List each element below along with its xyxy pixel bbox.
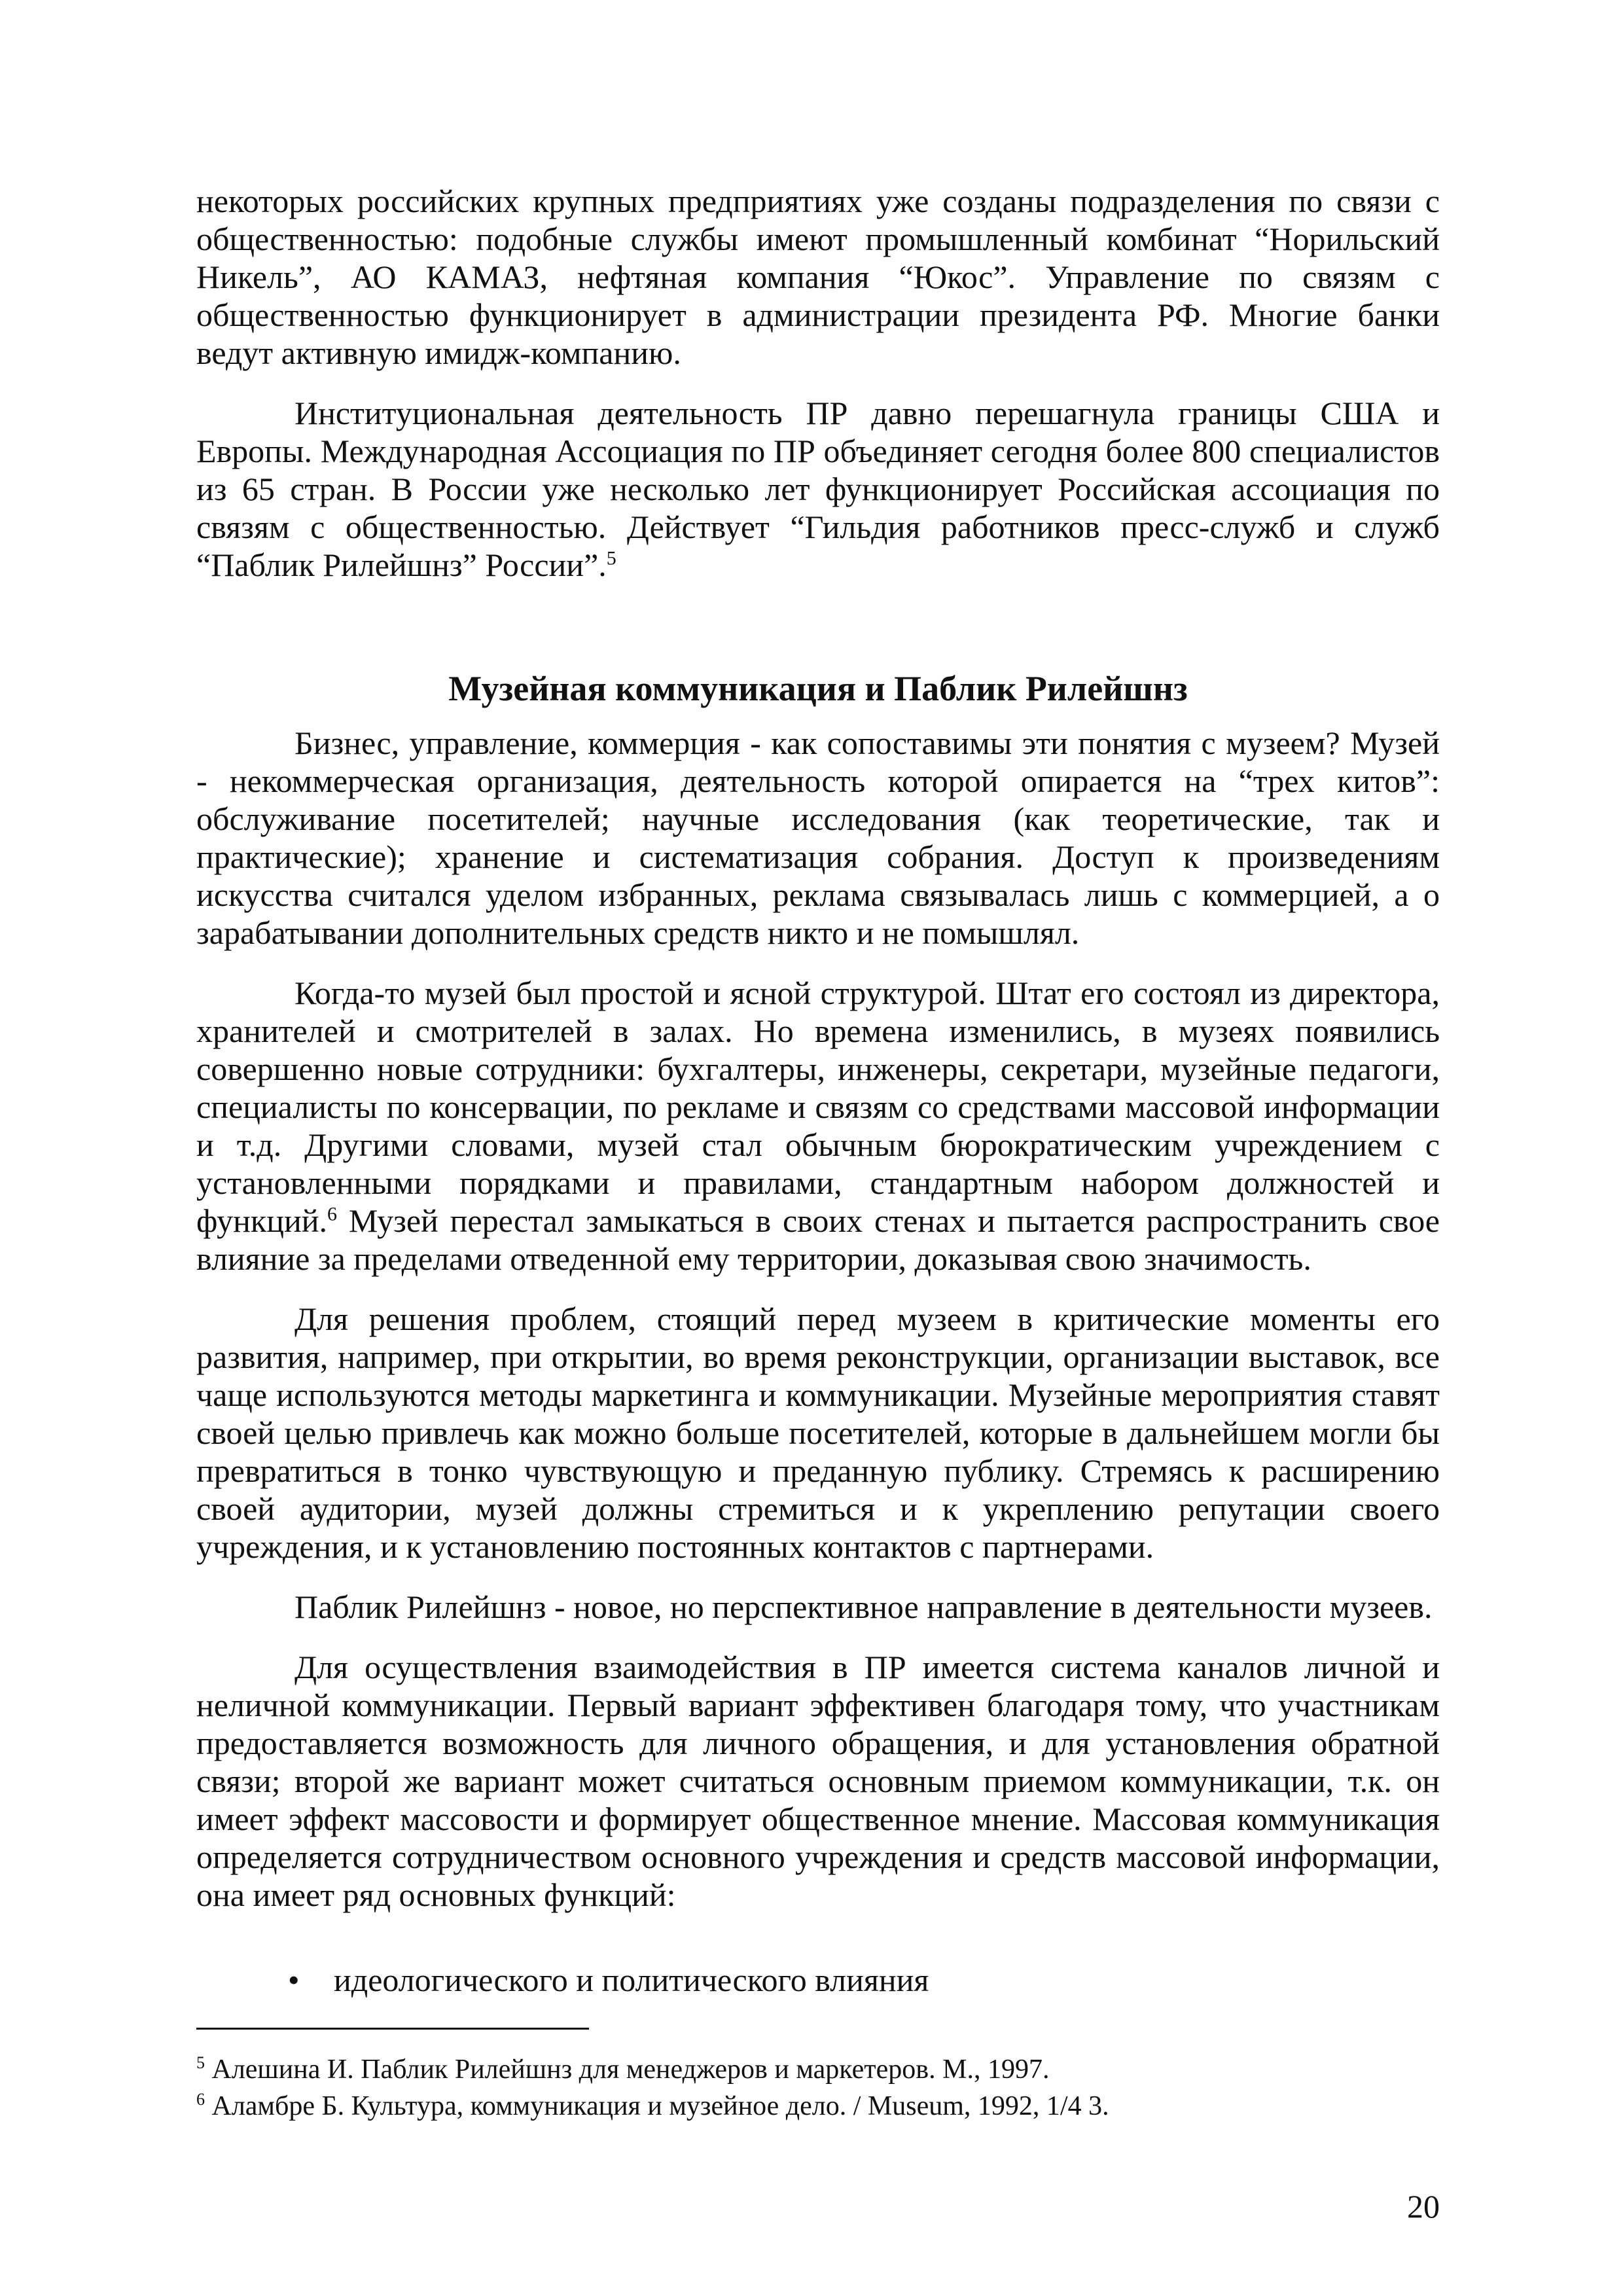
footnote-number: 5 [196,2053,205,2072]
list-item-text: идеологического и политического влияния [334,1962,929,1998]
footnote-text: Аламбре Б. Культура, коммуникация и музейное дело. / Museum, 1992, 1/4 3. [205,2091,1109,2121]
paragraph-text: Институциональная деятельность ПР давно перешагнула границы США и Европы. Международная Ассоциация по ПР объединяет сегодня более 800 специалистов из 65 стран. В России уже несколько лет функционирует Российская ассоциация по связям с общественностью. Действует “Гильдия работников пресс-служб и служб “Паблик Рилейшнз” России”. [196,395,1440,583]
paragraph-pr-departments: некоторых российских крупных предприятиях уже созданы подразделения по связи с общественностью: подобные службы имеют промышленный комбинат “Норильский Никель”, АО КАМАЗ, нефтяная компания “Юкос”. Управление по связям с общественностью функционирует в администрации президента РФ. Многие банки ведут активную имидж-компанию. [196,183,1440,371]
paragraph-pr-direction: Паблик Рилейшнз - новое, но перспективное направление в деятельности музеев. [294,1588,1433,1625]
page-number: 20 [1407,2188,1440,2225]
document-page [196,182,1440,2263]
footnote-ref-6: 6 [327,1203,337,1225]
museum-pr-section [196,724,1440,1914]
footnote-divider [196,2028,589,2030]
paragraph-communication-channels: Для осуществления взаимодействия в ПР имеется система каналов личной и неличной коммуникации. Первый вариант эффективен благодаря тому, что участникам предоставляется возможность для личного обращения, и для установления обратной связи; второй же вариант может считаться основным приемом коммуникации, т.к. он имеет эффект массовости и формирует общественное мнение. Массовая коммуникация определяется сотрудничеством основного учреждения и средств массовой информации, она имеет ряд основных функций: [196,1649,1440,1913]
footnote-ref-5: 5 [606,547,616,569]
paragraph-institutional-activity [196,394,1440,584]
paragraph-text-after: Музей перестал замыкаться в своих стенах и пытается распространить свое влияние за пределами отведенной ему территории, доказывая свою значимость. [196,1202,1440,1277]
footnotes [196,2051,1440,2125]
paragraph-marketing-methods: Для решения проблем, стоящий перед музеем в критические моменты его развития, например, при открытии, во время реконструкции, организации выставок, все чаще используются методы маркетинга и коммуникации. Музейные мероприятия ставят своей целью привлечь как можно больше посетителей, которые в дальнейшем могли бы превратиться в тонко чувствующую и преданную публику. Стремясь к расширению своей аудитории, музей должны стремиться и к укреплению репутации своего учреждения, и к установлению постоянных контактов с партнерами. [196,1300,1440,1565]
intro-section [196,182,1440,584]
footnote-text: Алешина И. Паблик Рилейшнз для менеджеров и маркетеров. М., 1997. [205,2054,1050,2085]
footnote-5 [196,2051,1440,2088]
paragraph-museum-structure [196,974,1440,1278]
section-heading: Музейная коммуникация и Паблик Рилейшнз [448,669,1188,708]
bullet-icon: • [288,1962,300,1998]
footnote-6 [196,2088,1440,2125]
footnote-number: 6 [196,2090,205,2109]
paragraph-business-museum: Бизнес, управление, коммерция - как сопоставимы эти понятия с музеем? Музей - некоммерческая организация, деятельность которой опирается на “трех китов”: обслуживание посетителей; научные исследования (как теоретические, так и практические); хранение и систематизация собрания. Доступ к произведениям искусства считался уделом избранных, реклама связывалась лишь с коммерцией, а о зарабатывании дополнительных средств никто и не помышлял. [196,725,1440,951]
paragraph-text-before: Когда-то музей был простой и ясной структурой. Штат его состоял из директора, хранителей и смотрителей в залах. Но времена изменились, в музеях появились совершенно новые сотрудники: бухгалтеры, инженеры, секретари, музейные педагоги, специалисты по консервации, по рекламе и связям со средствами массовой информации и т.д. Другими словами, музей стал обычным бюрократическим учреждением с установленными порядками и правилами, стандартным набором должностей и функций. [196,975,1440,1239]
list-item [288,1961,1400,1999]
